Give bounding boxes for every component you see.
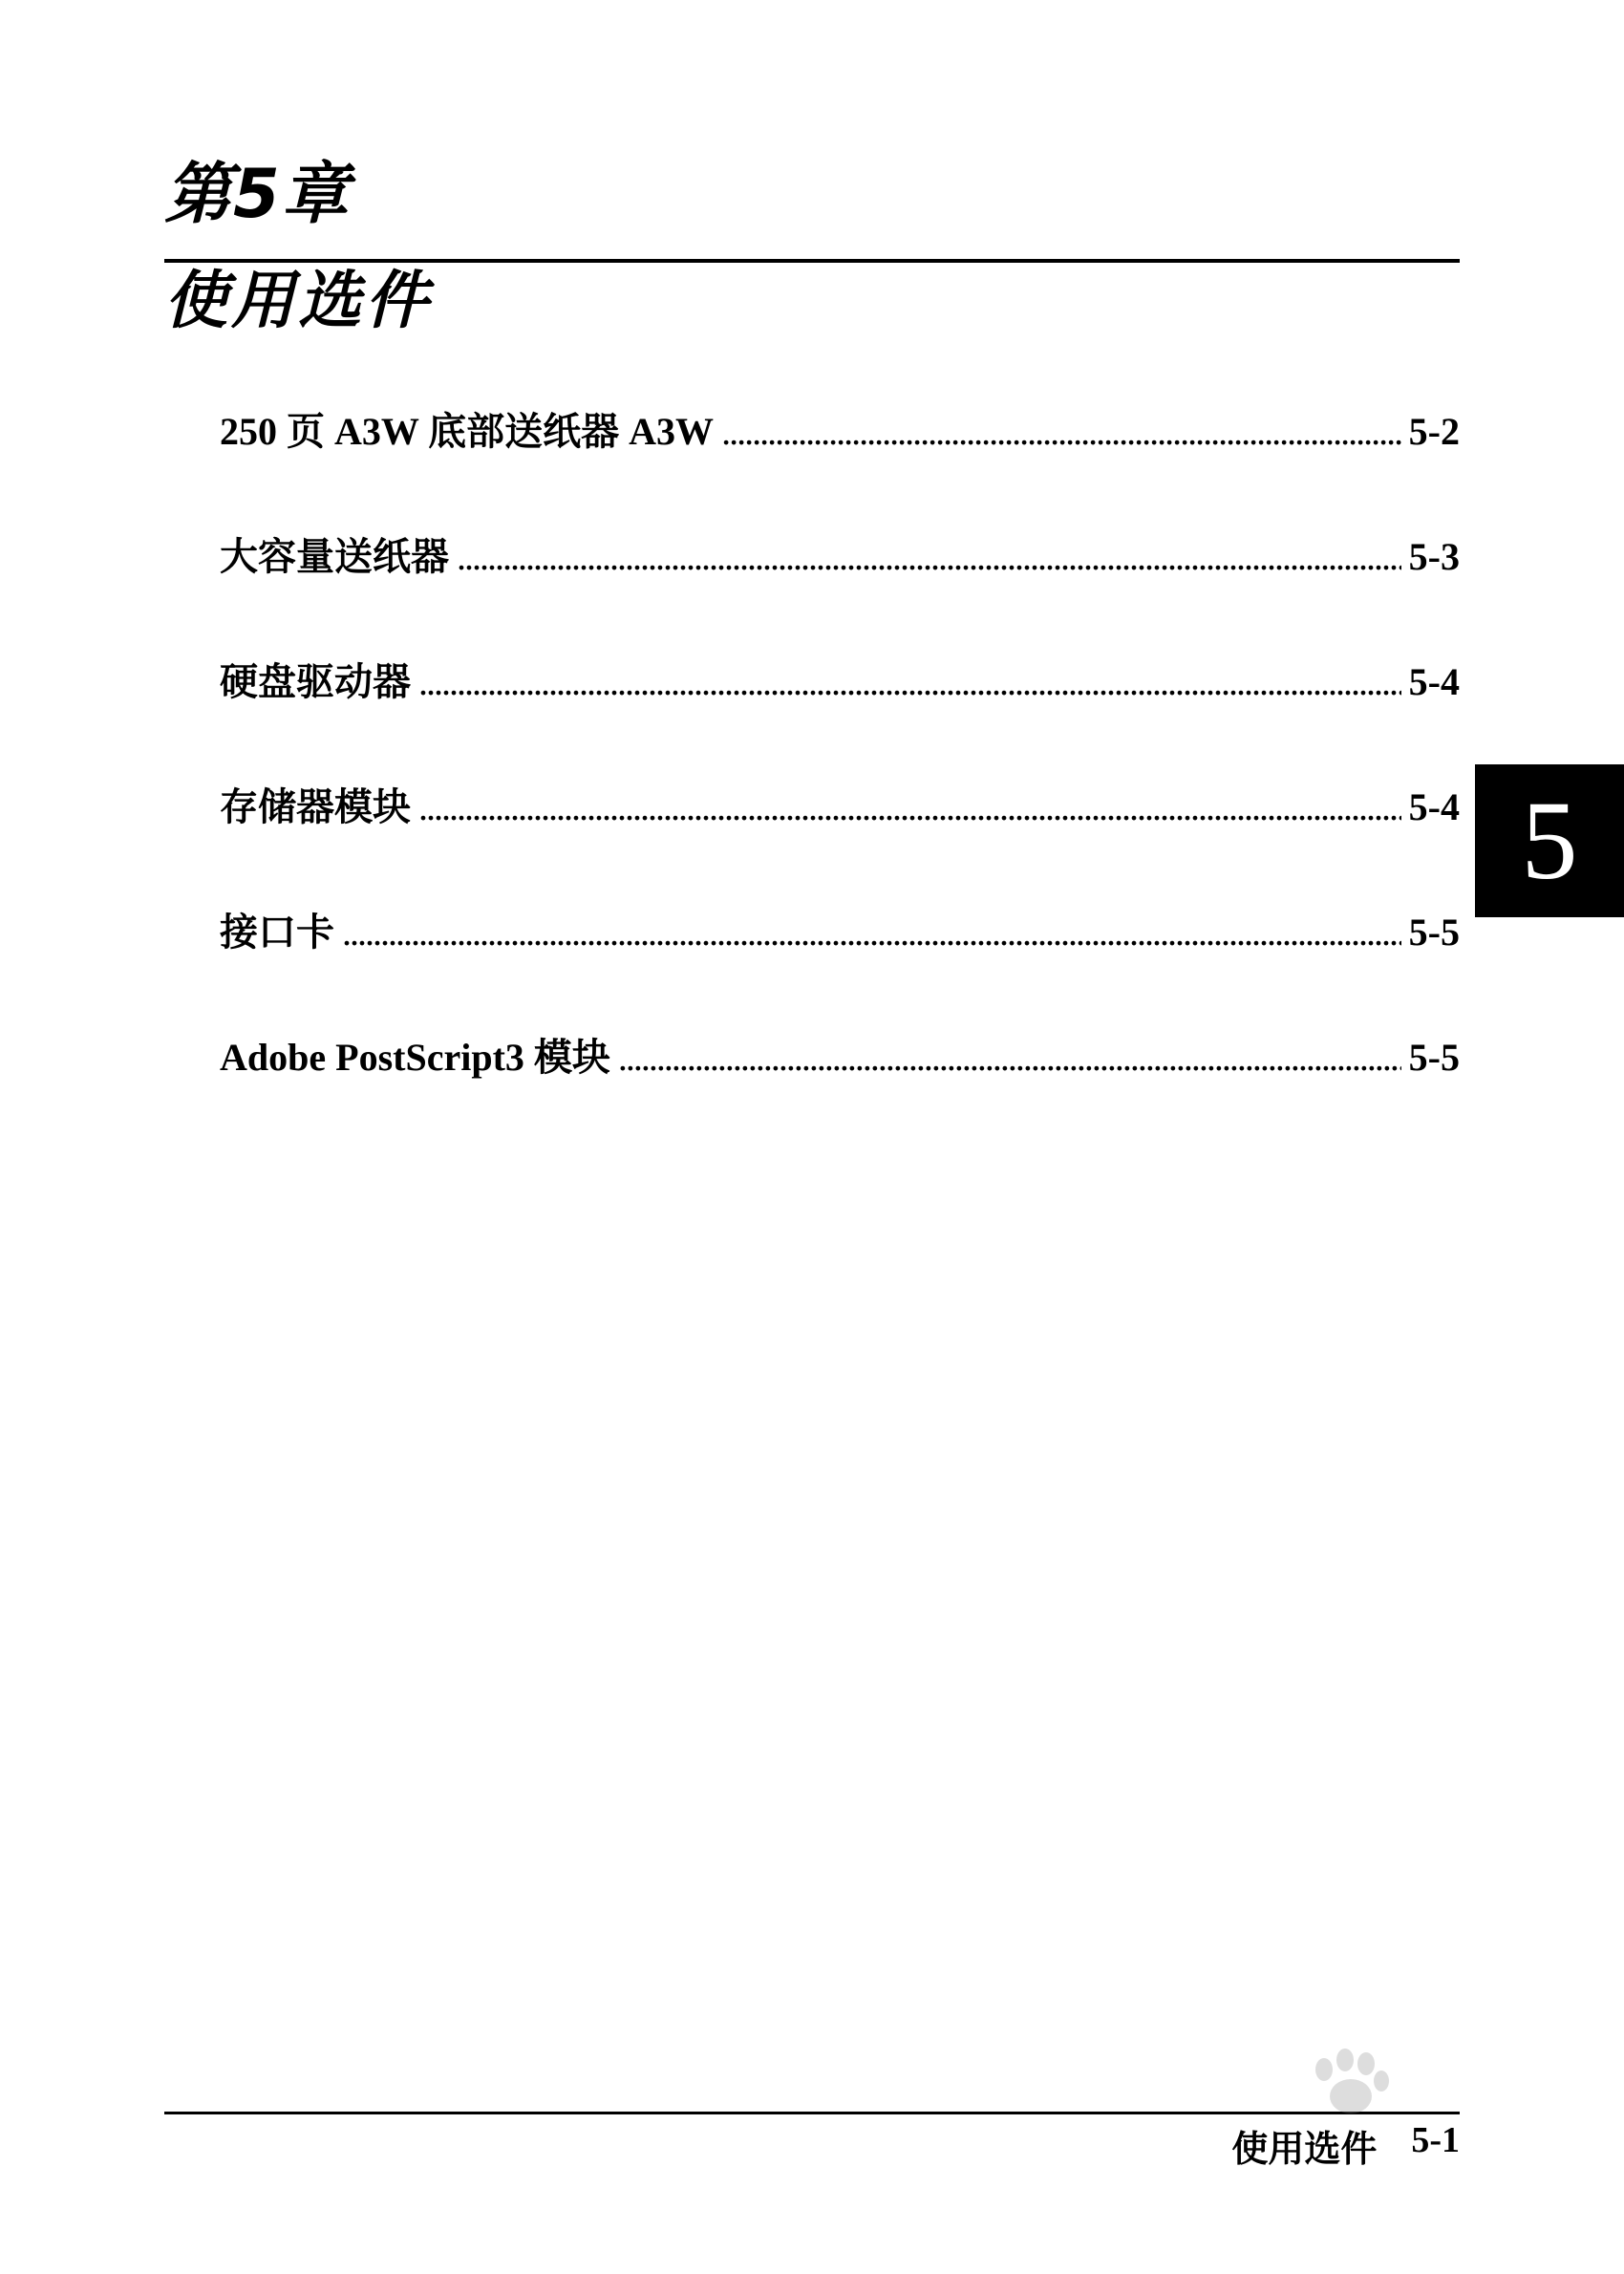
toc-entry-page: 5-2 — [1408, 410, 1460, 453]
toc-entry[interactable] — [220, 652, 1460, 777]
footer-page-number: 5-1 — [1411, 2120, 1460, 2160]
toc-entry[interactable] — [220, 902, 1460, 1027]
baidu-watermark-logo — [1154, 2026, 1546, 2217]
toc-entry[interactable] — [220, 526, 1460, 652]
toc-leader-dots — [418, 784, 1401, 829]
toc-entry-label: Adobe PostScript3 模块 — [220, 1036, 610, 1079]
chapter-side-tab: 5 — [1475, 764, 1624, 917]
toc-entry[interactable] — [220, 777, 1460, 902]
toc-entry-label: 大容量送纸器 — [220, 535, 449, 578]
toc-leader-dots — [457, 534, 1401, 579]
toc-entry-label: 硬盘驱动器 — [220, 660, 411, 703]
toc-entry[interactable] — [220, 1027, 1460, 1152]
toc-leader-dots — [418, 659, 1401, 704]
toc-entry[interactable] — [220, 401, 1460, 526]
toc-entry-label: 存储器模块 — [220, 785, 411, 828]
toc-entry-page: 5-3 — [1408, 535, 1460, 578]
toc-entry-label: 接口卡 — [220, 911, 334, 954]
toc-entry-page: 5-4 — [1408, 660, 1460, 703]
table-of-contents — [220, 401, 1460, 1152]
toc-leader-dots — [342, 910, 1401, 955]
toc-entry-page: 5-4 — [1408, 785, 1460, 828]
title-rule — [164, 259, 1460, 263]
toc-entry-page: 5-5 — [1408, 1036, 1460, 1079]
toc-entry-label: 250 页 A3W 底部送纸器 A3W — [220, 410, 715, 453]
toc-leader-dots — [618, 1035, 1401, 1080]
toc-leader-dots — [721, 409, 1401, 454]
toc-entry-page: 5-5 — [1408, 911, 1460, 954]
chapter-title: 使用选件 — [164, 264, 432, 337]
chapter-number: 第5章 — [164, 155, 351, 233]
footer-section-title: 使用选件 — [1231, 2130, 1378, 2170]
